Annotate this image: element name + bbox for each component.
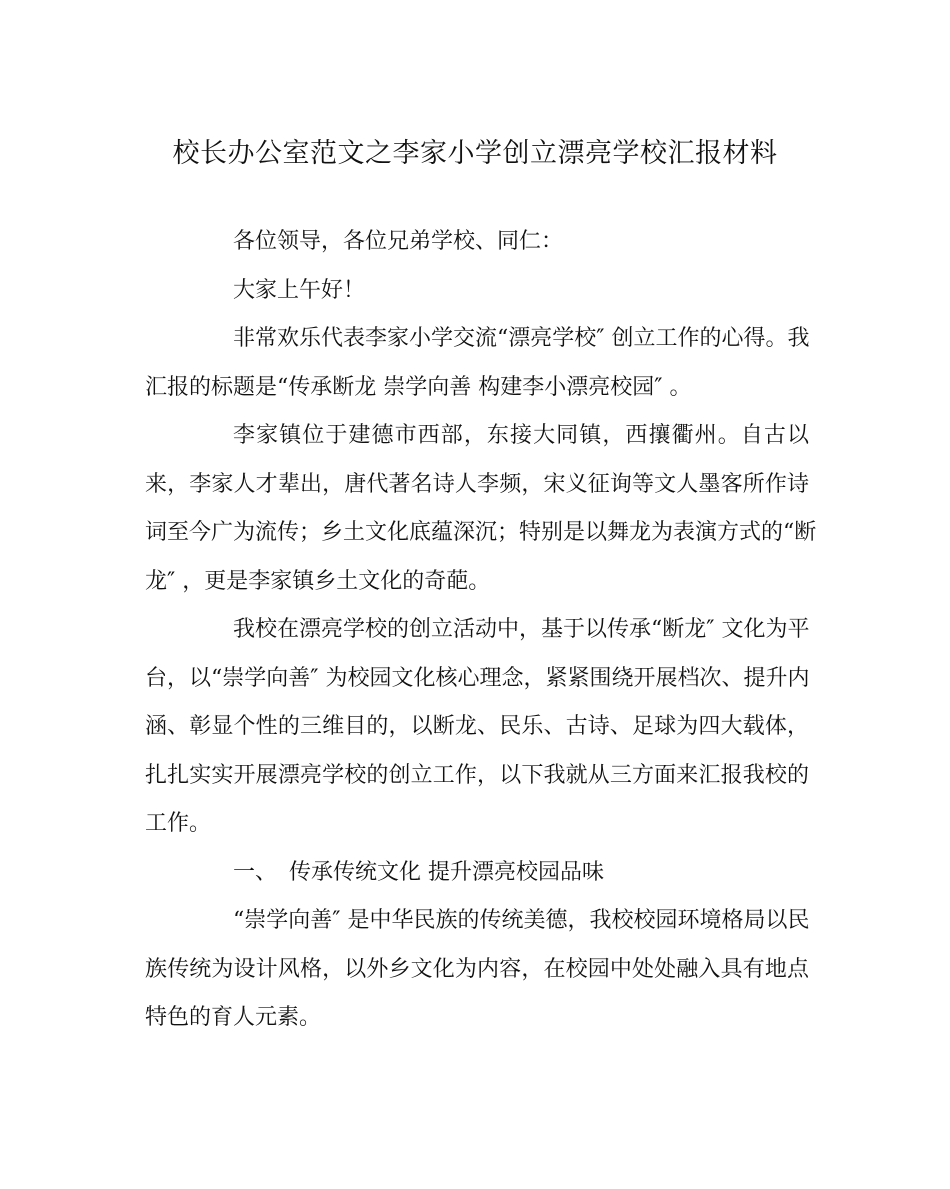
paragraph-line: 大家上午好！ xyxy=(233,277,366,303)
section-heading xyxy=(145,849,809,898)
section-heading-text: 传承传统文化 提升漂亮校园品味 xyxy=(289,859,604,885)
document-body xyxy=(145,218,817,1043)
paragraph-line: 词至今广为流传；乡土文化底蕴深沉；特别是以舞龙为表演方式的“断 xyxy=(145,520,817,545)
paragraph-line: 工作。 xyxy=(145,811,212,836)
paragraph-line: “崇学向善″ 是中华民族的传统美德，我校校园环境格局以民 xyxy=(233,908,810,933)
paragraph-line: 非常欢乐代表李家小学交流“漂亮学校″ 创立工作的心得。我 xyxy=(233,326,810,351)
document-title: 校长办公室范文之李家小学创立漂亮学校汇报材料 xyxy=(172,138,778,169)
section-number: 一、 xyxy=(233,859,278,885)
paragraph-salutation xyxy=(145,218,809,267)
paragraph-greeting xyxy=(145,267,809,316)
paragraph-line: 扎扎实实开展漂亮学校的创立工作，以下我就从三方面来汇报我校的 xyxy=(145,762,809,788)
paragraph-school xyxy=(145,606,809,849)
paragraph-section-one xyxy=(145,897,809,1043)
paragraph-line: 汇报的标题是“传承断龙 崇学向善 构建李小漂亮校园″ 。 xyxy=(145,374,692,400)
paragraph-line: 各位领导，各位兄弟学校、同仁： xyxy=(233,229,564,254)
paragraph-line: 族传统为设计风格，以外乡文化为内容，在校园中处处融入具有地点 xyxy=(145,956,809,982)
paragraph-line: 李家镇位于建德市西部，东接大同镇，西攘衢州。自古以 xyxy=(233,423,809,448)
paragraph-line: 台，以“崇学向善″ 为校园文化核心理念，紧紧围绕开展档次、提升内 xyxy=(145,665,810,691)
paragraph-line: 龙″ ，更是李家镇乡土文化的奇葩。 xyxy=(145,568,491,594)
paragraph-line: 我校在漂亮学校的创立活动中，基于以传承“断龙″ 文化为平 xyxy=(233,617,810,642)
paragraph-line: 来，李家人才辈出，唐代著名诗人李频，宋义征询等文人墨客所作诗 xyxy=(145,471,809,497)
paragraph-intro xyxy=(145,315,809,412)
paragraph-town xyxy=(145,412,817,606)
paragraph-line: 特色的育人元素。 xyxy=(145,1005,322,1030)
paragraph-line: 涵、彰显个性的三维目的，以断龙、民乐、古诗、足球为四大载体， xyxy=(145,714,809,739)
